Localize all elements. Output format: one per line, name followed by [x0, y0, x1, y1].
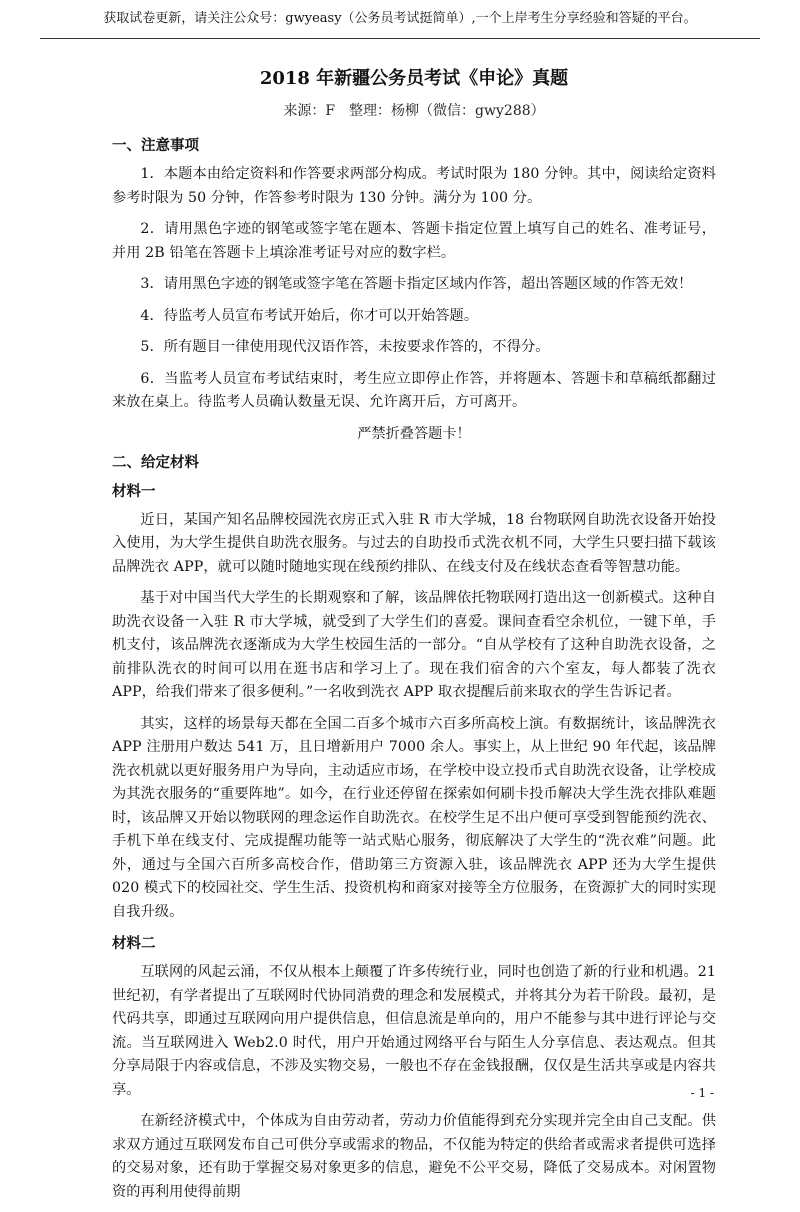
document-title: 2018 年新疆公务员考试《申论》真题 — [259, 68, 569, 89]
page-number: - 1 - — [690, 1086, 714, 1100]
document-body — [112, 60, 716, 1212]
notice-item: 6．当监考人员宣布考试结束时，考生应立即停止作答，并将题本、答题卡和草稿纸都翻过来放在桌上。待监考人员确认数量无误、允许离开后，方可离开。 — [112, 370, 716, 410]
no-fold-note: 严禁折叠答题卡！ — [357, 425, 471, 442]
notice-item: 4．待监考人员宣布考试开始后，你才可以开始答题。 — [140, 307, 479, 324]
top-banner: 获取试卷更新，请关注公众号：gwyeasy（公务员考试挺简单）,一个上岸考生分享经验和答疑的平台。 — [40, 0, 760, 39]
material-heading: 材料一 — [112, 482, 156, 500]
document-subtitle: 来源：F 整理：杨柳（微信：gwy288） — [283, 103, 545, 119]
material-paragraph: 互联网的风起云涌，不仅从根本上颠覆了许多传统行业，同时也创造了新的行业和机遇。21 世纪初，有学者提出了互联网时代协同消费的理念和发展模式，并将其分为若干阶段。最初，是代码共享，即通过互联网向用户提供信息，但信息流是单向的，用户不能参与其中进行评论与交流。当互联网进入 Web2.0 时代，用户开始通过网络平台与陌生人分享信息、表达观点。但其分享局限于内容或信息，不涉及实物交易，一般也不存在金钱报酬，仅仅是生活共享或是内容共享。 — [112, 964, 716, 1098]
notice-item: 2．请用黑色字迹的钢笔或签字笔在题本、答题卡指定位置上填写自己的姓名、准考证号，并用 2B 铅笔在答题卡上填涂准考证号对应的数字栏。 — [112, 221, 716, 261]
notice-item: 1．本题本由给定资料和作答要求两部分构成。考试时限为 180 分钟。其中，阅读给定资料参考时限为 50 分钟，作答参考时限为 130 分钟。满分为 100 分。 — [112, 166, 716, 206]
material-paragraph: 在新经济模式中，个体成为自由劳动者，劳动力价值能得到充分实现并完全由自己支配。供求双方通过互联网发布自己可供分享或需求的物品，不仅能为特定的供给者或需求者提供可选择的交易对象，还有助于掌握交易对象更多的信息，避免不公平交易，降低了交易成本。对闲置物资的再利用使得前期 — [112, 1113, 716, 1200]
material-paragraph: 近日，某国产知名品牌校园洗衣房正式入驻 R 市大学城，18 台物联网自助洗衣设备开始投入使用，为大学生提供自助洗衣服务。与过去的自助投币式洗衣机不同，大学生只要扫描下载该品牌洗衣 APP，就可以随时随地实现在线预约排队、在线支付及在线状态查看等智慧功能。 — [112, 511, 716, 575]
notice-item: 3．请用黑色字迹的钢笔或签字笔在答题卡指定区域内作答，超出答题区域的作答无效！ — [140, 276, 693, 292]
notice-item: 5．所有题目一律使用现代汉语作答，未按要求作答的，不得分。 — [140, 339, 550, 355]
section-heading-materials: 二、给定材料 — [112, 453, 199, 471]
material-paragraph: 基于对中国当代大学生的长期观察和了解，该品牌依托物联网打造出这一创新模式。这种自助洗衣设备一入驻 R 市大学城，就受到了大学生们的喜爱。课间查看空余机位，一键下单，手机支付，该品牌洗衣逐渐成为大学生校园生活的一部分。“自从学校有了这种自助洗衣设备，之前排队洗衣的时间可以用在逛书店和学习上了。现在我们宿舍的六个室友，每人都装了洗衣 APP，给我们带来了很多便利。”一名收到洗衣 APP 取衣提醒后前来取衣的学生告诉记者。 — [112, 590, 716, 700]
material-paragraph: 其实，这样的场景每天都在全国二百多个城市六百多所高校上演。有数据统计，该品牌洗衣 APP 注册用户数达 541 万，且日增新用户 7000 余人。事实上，从上世纪 90 年代起，该品牌洗衣机就以更好服务用户为导向，主动适应市场，在学校中设立投币式自助洗衣设备，让学校成为其洗衣服务的“重要阵地”。如今，在行业还停留在探索如何刷卡投币解决大学生洗衣排队难题时，该品牌又开始以物联网的理念运作自助洗衣。在校学生足不出户便可享受到智能预约洗衣、手机下单在线支付、完成提醒功能等一站式贴心服务，彻底解决了大学生的“洗衣难”问题。此外，通过与全国六百所多高校合作，借助第三方资源入驻，该品牌洗衣 APP 还为大学生提供 020 模式下的校园社交、学生生活、投资机构和商家对接等全方位服务，在资源扩大的同时实现自我升级。 — [112, 715, 716, 920]
section-heading-notice: 一、注意事项 — [112, 137, 199, 154]
material-heading: 材料二 — [112, 935, 156, 952]
